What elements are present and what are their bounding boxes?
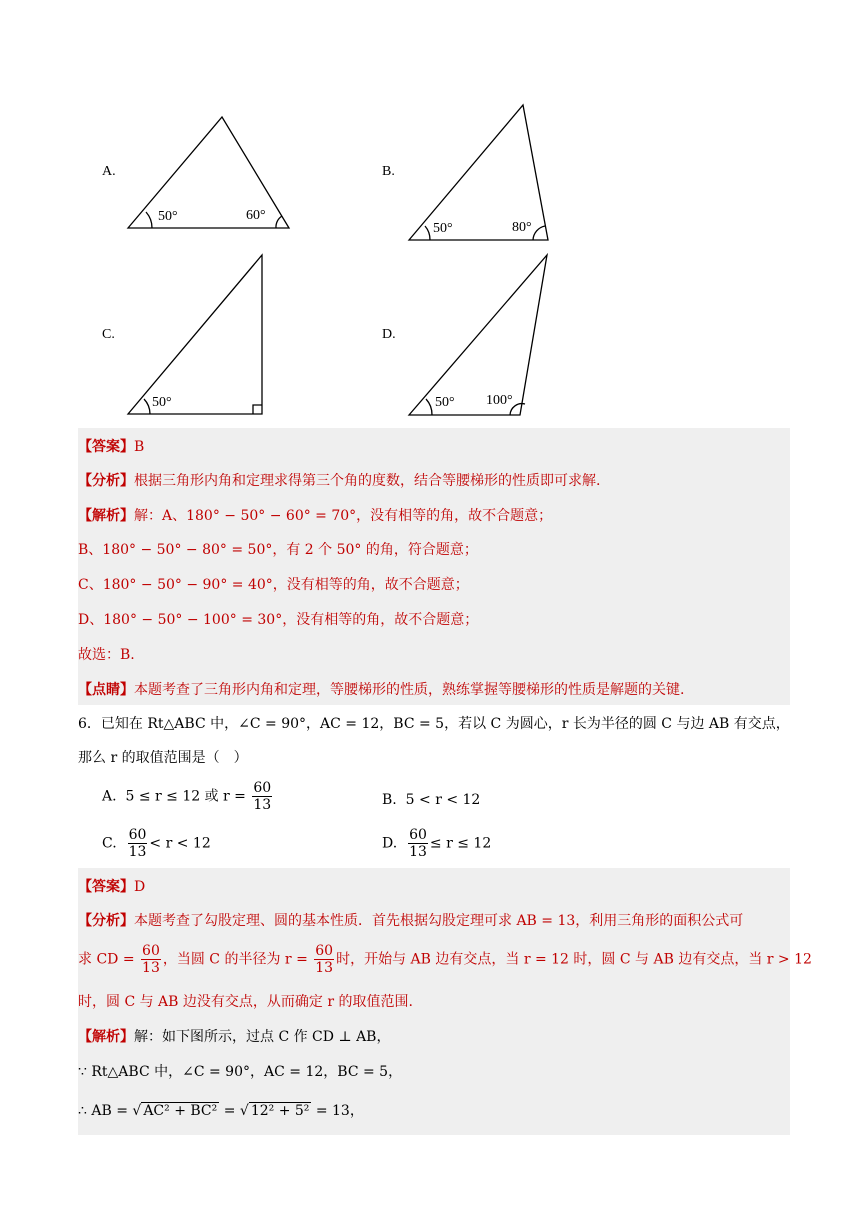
triangle-d <box>409 255 547 415</box>
option-a-label: A. <box>102 164 116 179</box>
angle-d-50: 50° <box>435 395 455 410</box>
q5-line-c: C、180° − 50° − 90° = 40°，没有相等的角，故不合题意； <box>78 577 469 593</box>
q6-explain: 【解析】解：如下图所示，过点 C 作 CD ⊥ AB， <box>78 1029 391 1045</box>
q6-option-b: B. 5 < r < 12 <box>382 792 481 808</box>
q6-analysis-line3: 时，圆 C 与 AB 边没有交点，从而确定 r 的取值范围. <box>78 994 413 1010</box>
q6-option-a: A. 5 ≤ r ≤ 12 或 r = $\frac{60}{13}$ <box>102 780 272 813</box>
angle-arc-c-left <box>144 399 150 414</box>
q5-explain: 【解析】解：A、180° − 50° − 60° = 70°，没有相等的角，故不合题意； <box>78 508 553 524</box>
angle-arc-a-left <box>146 212 152 228</box>
q6-analysis-line2: 求 CD = $\frac{60}{13}$ ，当圆 C 的半径为 r = $\frac{60}{13}$ 时，开始与 AB 边有交点，当 r = 12 时，圆 C 与 AB 边有交点，当 r > 12 <box>78 943 812 976</box>
fraction-60-13: $\frac{60}{13}$ <box>253 780 272 813</box>
angle-c-50: 50° <box>152 395 172 410</box>
option-d-label: D. <box>382 327 396 342</box>
angle-d-100: 100° <box>486 393 513 408</box>
q6-answer: 【答案】D <box>78 879 146 895</box>
fraction-60-13: $\frac{60}{13}$ <box>128 827 147 860</box>
fraction-60-13: $\frac{60}{13}$ <box>409 827 427 860</box>
angle-arc-b-right <box>533 226 545 240</box>
triangle-c <box>128 255 262 414</box>
q5-choose: 故选：B. <box>78 647 135 663</box>
option-c-label: C. <box>102 327 115 342</box>
angle-arc-b-left <box>425 226 430 240</box>
q6-option-d: D. $\frac{60}{13}$ ≤ r ≤ 12 <box>382 827 492 860</box>
angle-a-60: 60° <box>246 208 266 223</box>
q6-stem-line1: 6．已知在 Rt△ABC 中，∠C = 90°，AC = 12，BC = 5，若以 C 为圆心，r 长为半径的圆 C 与边 AB 有交点， <box>78 716 790 732</box>
fraction-60-13: $\frac{60}{13}$ <box>142 943 160 976</box>
angle-arc-d-left <box>426 399 432 415</box>
q5-answer: 【答案】B <box>78 439 145 455</box>
q5-analysis: 【分析】根据三角形内角和定理求得第三个角的度数，结合等腰梯形的性质即可求解. <box>78 473 601 489</box>
option-b-label: B. <box>382 164 395 179</box>
q5-solution-box <box>78 428 790 705</box>
q6-option-c: C. $\frac{60}{13}$ < r < 12 <box>102 827 211 860</box>
q5-comment: 【点睛】本题考查了三角形内角和定理，等腰梯形的性质，熟练掌握等腰梯形的性质是解题的关键. <box>78 682 685 698</box>
q5-line-b: B、180° − 50° − 80° = 50°，有 2 个 50° 的角，符合题意； <box>78 542 478 558</box>
q6-therefore: ∴ AB = √ AC² + BC² = √ 12² + 5² = 13， <box>78 1103 364 1119</box>
triangle-figures <box>0 0 868 430</box>
q6-analysis-line1: 【分析】本题考查了勾股定理、圆的基本性质．首先根据勾股定理可求 AB = 13，利用三角形的面积公式可 <box>78 913 744 929</box>
q6-because: ∵ Rt△ABC 中，∠C = 90°，AC = 12，BC = 5， <box>78 1064 403 1080</box>
angle-b-80: 80° <box>512 220 532 235</box>
fraction-60-13: $\frac{60}{13}$ <box>315 943 334 976</box>
angle-a-50: 50° <box>158 209 178 224</box>
q6-stem-line2: 那么 r 的取值范围是（ ） <box>78 750 248 766</box>
right-angle-mark-c <box>253 405 262 414</box>
angle-arc-a-right <box>276 216 282 228</box>
angle-b-50: 50° <box>433 221 453 236</box>
q5-line-d: D、180° − 50° − 100° = 30°，没有相等的角，故不合题意； <box>78 612 479 628</box>
